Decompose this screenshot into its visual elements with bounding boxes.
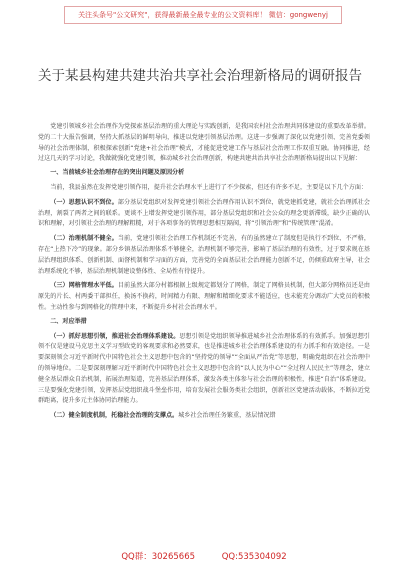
paragraph-text: 当前，党建引领社会治理工作机制还不完善，有的虽然建立了制度但是执行不到位、不严格，存在“上热下冷”的现象。部分乡镇基层治理体系不够健全，治理机制不够完善，影响了基层治理的有效性，过于要求规在基层治理组织体系、创新机制、面督机制和学习面的方面，完善党的全面基层社会治理能力创新不足，仍倾重政府主导，社会治理系统化不够，基层治理机制建设整体性、全局性有待提升。 bbox=[38, 235, 371, 275]
footer-contacts bbox=[0, 550, 408, 562]
body-paragraph bbox=[38, 234, 370, 277]
paragraph-text: 部分基层党组织对发挥党建引领社会治理作用认识不到位，就党建抓党建，就社会治理抓社会治理，割裂了两者之间的联系。更谈不上增发挥党建引领作用，部分基层党组织和社会公众的理念更新滞缓，缺少正确的认识和理解，对引领社会治理的理解粗糙，对于各项事务的管理思想相互隔阂，将“引领治理”和“传统管理”混淆。 bbox=[38, 198, 371, 228]
paragraph-text: 城乡社会治理任务繁重，基层情况错 bbox=[178, 412, 276, 420]
paragraph-text: 目前虽然大部分村都根据上级规定都划分了网格，制定了网格员机制，但大部分网格员还是由原先的片长、村两委干部担任，换汤不换药，时间精力有限、理解和精细化要求不能适应，也未能充分调动广大党员的积极性。主动性参与到网格化的管理中来，不断提升乡村社会治理水平。 bbox=[38, 282, 371, 311]
body-paragraph bbox=[38, 198, 370, 230]
paragraph-text: 当前，我县虽然在发挥党建引领作用，提升社会治理水平上进行了不少探索，但还有许多不足，主要是以下几个方面： bbox=[50, 183, 368, 191]
banner-wechat: 微信：gongwenyj bbox=[268, 11, 328, 19]
paragraph-lead: （二）健全制度机制，托稳社会治理的支撑点。 bbox=[50, 412, 179, 420]
paragraph-lead: （二）治理机制不健全。 bbox=[50, 235, 118, 243]
body-paragraph bbox=[38, 122, 370, 165]
paragraph-text: 思想引领是党组织领导推进城乡社会治理体系的有效抓手。加强思想引领不仅是建设马克思主义学习型政党的客观要求和必然要求，也是推进城乡社会治理体系建设的有力抓手和有效途径。一是要深刻领会习近平新时代中国特色社会主义思想中包含的“坚持党的领导”“全面从严治党”等思想，明确党组织在社会治理中的领导地位。二是要深刻理解习近平新时代中国特色社会主义思想中包含的“以人民为中心”“全过程人民民主”等理念，建立健全基层群众自治机制，拓展治理渠道，完善基层治理体系，激发各类主体参与社会治理的积极性，推进“自治”体系建设。三是要强化党建引领，发挥基层党组织战斗堡垒作用，培育发展社会服务类社会组织，创新社区党建活动载体，不断拉近党群距离，提升多元主体协同治理能力。 bbox=[38, 332, 371, 405]
body-paragraph bbox=[38, 411, 370, 422]
body-paragraph bbox=[38, 332, 370, 408]
body-paragraph bbox=[38, 281, 370, 313]
promo-banner bbox=[64, 6, 342, 24]
paragraph-text: 党建引领城乡社会治理作为党探索基层治理的重大理论与实践创新，是我国农村社会治理共同体建设的重要改革举措。党的二十大报告强调，坚持大抓基层的鲜明导向，推进以党建引领基层治理。这进一步强调了深化以党建引领、完善党委领导的社会治理体制，积极探索创新“党建+社会治理”模式，才能促进党建工作与基层社会治理工作双重互融。协同推进，经过这几天的学习讨论，我做就强化党建引领，推动城乡社会治理创新，构建共建共治共享社会治理新格局提出以下见解： bbox=[38, 123, 370, 163]
paragraph-lead: （一）抓好思想引领，推进社会治理体系建设。 bbox=[50, 332, 180, 340]
document-title: 关于某县构建共建共治共享社会治理新格局的调研报告 bbox=[38, 68, 362, 84]
footer-qq: QQ:535304092 bbox=[221, 552, 287, 562]
section-heading: 一、当前城乡社会治理存在的突出问题及原因分析 bbox=[50, 169, 185, 177]
document-body bbox=[38, 122, 370, 422]
banner-text: 关注头条号"公文研究"，获得最新最全最专业的公文资料库！ bbox=[78, 11, 267, 19]
footer-qq-group: QQ群：30265665 bbox=[121, 552, 196, 562]
body-paragraph bbox=[38, 183, 370, 194]
section-heading: 二、对应举措 bbox=[50, 317, 87, 325]
paragraph-lead: （一）思想认识不到位。 bbox=[50, 198, 118, 206]
paragraph-lead: （三）网格管理水平低。 bbox=[50, 282, 118, 290]
